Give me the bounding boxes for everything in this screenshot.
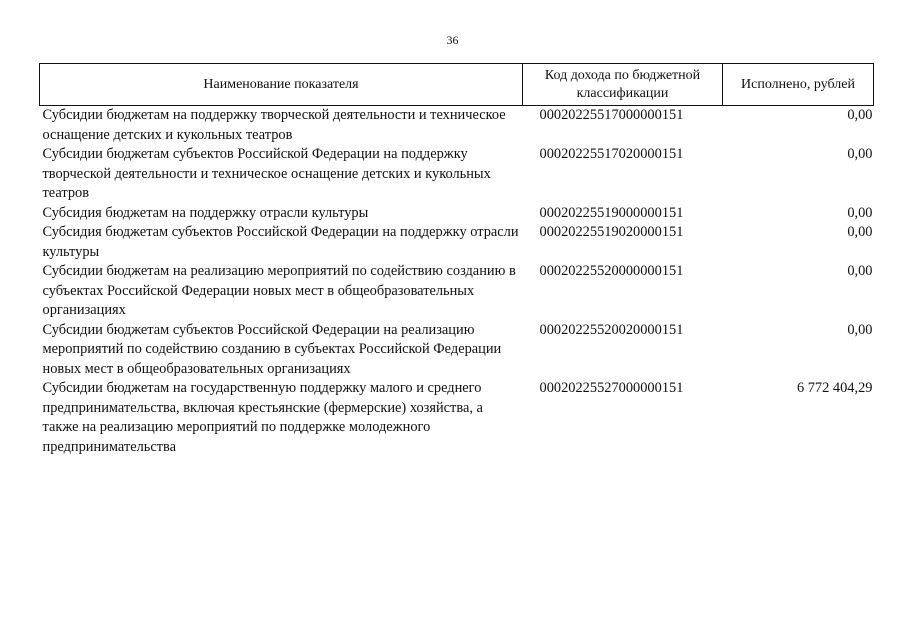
table-row [40, 204, 874, 224]
table-row [40, 145, 874, 204]
row-income-code: 00020225517020000151 [539, 146, 684, 162]
row-executed-amount: 6 772 404,29 [796, 380, 873, 396]
table-row [40, 262, 874, 321]
table-row [40, 379, 874, 457]
row-executed-amount: 0,00 [847, 263, 873, 279]
row-indicator-name: Субсидии бюджетам на государственную поддержку малого и среднего предпринимательства, включая крестьянские (фермерские) хозяйства, а также на реализацию мероприятий по поддержке молодежного предпринимательства [42, 380, 483, 455]
row-executed-amount: 0,00 [847, 204, 873, 221]
row-income-code: 00020225520020000151 [539, 321, 684, 338]
row-income-code: 00020225519000000151 [539, 204, 684, 221]
row-income-code: 00020225520000000151 [539, 263, 684, 279]
row-executed-amount: 0,00 [847, 146, 873, 162]
row-executed-amount: 0,00 [847, 224, 873, 240]
row-income-code: 00020225517000000151 [539, 107, 684, 123]
table-row [40, 223, 874, 262]
header-indicator-name: Наименование показателя [40, 64, 523, 106]
table-row [40, 321, 874, 380]
row-indicator-name: Субсидии бюджетам на реализацию мероприятий по содействию созданию в субъектах Российской Федерации новых мест в общеобразовательных организациях [42, 263, 516, 318]
row-executed-amount: 0,00 [847, 321, 873, 338]
row-indicator-name: Субсидия бюджетам субъектов Российской Федерации на поддержку отрасли культуры [42, 224, 519, 260]
header-income-code: Код дохода по бюджетной классификации [523, 64, 723, 106]
row-income-code: 00020225519020000151 [539, 224, 684, 240]
row-income-code: 00020225527000000151 [539, 380, 684, 396]
budget-income-table [39, 63, 874, 457]
page-number: 36 [446, 33, 459, 47]
header-executed-amount: Исполнено, рублей [723, 64, 874, 106]
row-indicator-name: Субсидии бюджетам субъектов Российской Федерации на поддержку творческой деятельности и техническое оснащение детских и кукольных театров [42, 146, 491, 201]
table-header-row [40, 64, 874, 106]
table-row [40, 106, 874, 146]
row-indicator-name: Субсидия бюджетам на поддержку отрасли культуры [42, 204, 369, 221]
row-executed-amount: 0,00 [847, 107, 873, 123]
row-indicator-name: Субсидии бюджетам на поддержку творческой деятельности и техническое оснащение детских и кукольных театров [42, 107, 506, 143]
row-indicator-name: Субсидии бюджетам субъектов Российской Федерации на реализацию мероприятий по содействию созданию в субъектах Российской Федерации новых мест в общеобразовательных организациях [42, 321, 502, 377]
